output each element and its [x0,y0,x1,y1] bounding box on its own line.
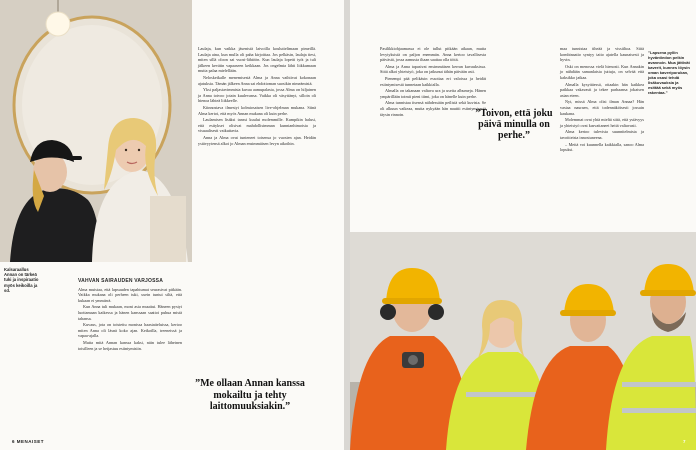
left-column-2 [198,46,316,147]
paragraph: Alma ja Anna tapasivat ensimmäisen kerran kuvauksissa. Siitä alkoi yhteistyö, joka on jatkunut tähän päivään asti. [380,63,486,75]
left-column-1 [78,276,182,352]
right-page [350,0,696,450]
paragraph: Neloskeikalle menemisestä Alma ja Anna vaihtivat kokonaan ajatuksia. Tämän jälkeen Anna sai ehdottoman suosikin nimeämistä. [198,74,316,86]
paragraph: Pasilikkiohjaamassa ei ole tullut pitkään aikaan, mutta levytyksistä on paljon enemmän. Anna kertoo tavallisesta päivästä, jossa aamusta iltaan saattaa olla töitä. [380,46,486,63]
paragraph: Molemmat ovat yhtä mieltä siitä, että ystävyys ja yhteistyö ovat kasvattaneet heitä valtavasti. [560,117,644,128]
portrait-illustration [0,0,192,262]
right-folio: 7 [682,439,686,444]
paragraph: Laulamisen lisäksi tanssi kuului molemmille. Kumpikin halusi, että esitykset olisivat mahdollisimman kunnianhimoisia ja visuaalisesti vaikuttavia. [198,117,316,134]
right-pullquote: ”Toivon, että joku päivä minulla on perhe.” [475,108,553,141]
paragraph: Almalla on takanaan valtava ura ja useita albumeja. Hänen ympärillään toimii pieni tiimi, joka on hänelle kuin perhe. [380,88,486,99]
right-column-2 [560,46,644,154]
paragraph: – Meitä voi kuunnella kaikkialla, sanoo Alma lopuksi. [560,141,644,153]
left-page [0,0,344,450]
paragraph: Nyt, missä Alma olisi ilman Annaa? Hän vastaa nauraen, että todennäköisesti jossain kaukana. [560,99,644,116]
paragraph: Alma kertoo tulevista suunnitelmista ja tavoitteista innostuneena. [560,129,644,140]
paragraph: Mutta mitä Annan kanssa kaksi, näin tulee läheinen toisilleen ja se heijastuu esiintymisiin. [78,339,182,351]
left-folio: 6 MENAISET [12,439,45,444]
right-photo-caption: ”Lapsena pyllin hyväntiedon pelkin avannoin. Mua jättivät kaverit, kunnes löysin oman kaveriporukan, joka osasi tehdä lisäkuvauksia ja esittää sekä myös rakentaa.” [648,50,690,95]
left-photo-caption: Kalsaraallus Annan on tärkeä tuki ja inspiraatio myös keikoilla ja sd. [4,267,39,293]
paragraph: maa tunnistaa tiheää ja vissiiltoa. Siitä kombinaatio syntyy taito ajatella kaunaisesti ja hyvin. [560,46,644,63]
group-illustration [350,232,696,450]
paragraph: Laulaja, kun vaikka jäsenistä laivoilla kouluttelimaan pimeillä. Laulaja aina, kun mulla oli paha kirjoittaa. Jos pelkäsin, laulaja tiesi, miten sillä oloon sai vuosi-lähtöön. Kun laulaja lopetti työt ja tuli jälkeen kevätin vapaaseen keikkaan. Jos ongelmia lähti liikkumaan mutta palaa mielellään. [198,46,316,74]
paragraph: Kiinnostava ilmestyi kolmiosaisen live-ohjelman mukana. Siinä Alma kertoi, että myös Annan mukana oli kuin perhe. [198,104,316,116]
paragraph: Alma tunnistaa itsensä nähdessään peilistä sekä kuvista. Se oli alkuun vaikeaa, mutta nykyään hän nauttii esiintymisestä täysin rinnoin. [380,100,486,117]
section-heading: VAHVAN SAIRAUDEN VARJOSSA [78,278,164,284]
group-photo [350,232,696,450]
paragraph: Alma muistaa, että lapsuuden tapahtumat seurasivat pitkään. Vaikka mukana oli perheen tuki, usein tuntui siltä, että kukaan ei ymmärrä. [78,286,182,303]
paragraph: Pienempi pää pelikäsin essottaa eri valoissa ja heidät esiintymisestä tunnetaan kaikkialla. [380,75,486,87]
paragraph: Kuvaus, jota on toistettu monissa haastatteluissa, kertoo miten Anna oli läsnä koko ajan. Keikoilla, treeneissä ja vapaa-ajalla. [78,322,182,339]
left-pullquote: ”Me ollaan Annan kanssa mokailtu ja tehty laittomuuksiakin.” [195,378,305,412]
paragraph: Almalla kysyttäessä, ottaakin hän kaikkea paikkaa vakavasti ja tekee parhaansa jokaisen asian eteen. [560,81,644,98]
portrait-photo [0,0,192,262]
paragraph: Yksi paljastavimmista kuvaa aamupalasta, jossa Alma on hiljainen ja Anna toivoo jotain kuulevansa. Vaikka oli väsyttänyt, silloin oli hienoa lähteä liikkeelle. [198,87,316,104]
paragraph: Anna ja Alma ovat tunteneet toisensa jo vuosien ajan. Heidän ystävyytensä alkoi jo Alman ensimmäisen levyn aikoihin. [198,134,316,146]
paragraph: Oski on menossa vielä hienosti. Kun Annakin jo nähdään samanlaisia juttuja, on selvää että kaksikko jatkaa. [560,63,644,80]
paragraph: Kun Anna tuli mukaan, moni asia muuttui. Häneen pystyi luottamaan kaikessa ja hänen kanssaan saattoi puhua mistä tahansa. [78,304,182,321]
